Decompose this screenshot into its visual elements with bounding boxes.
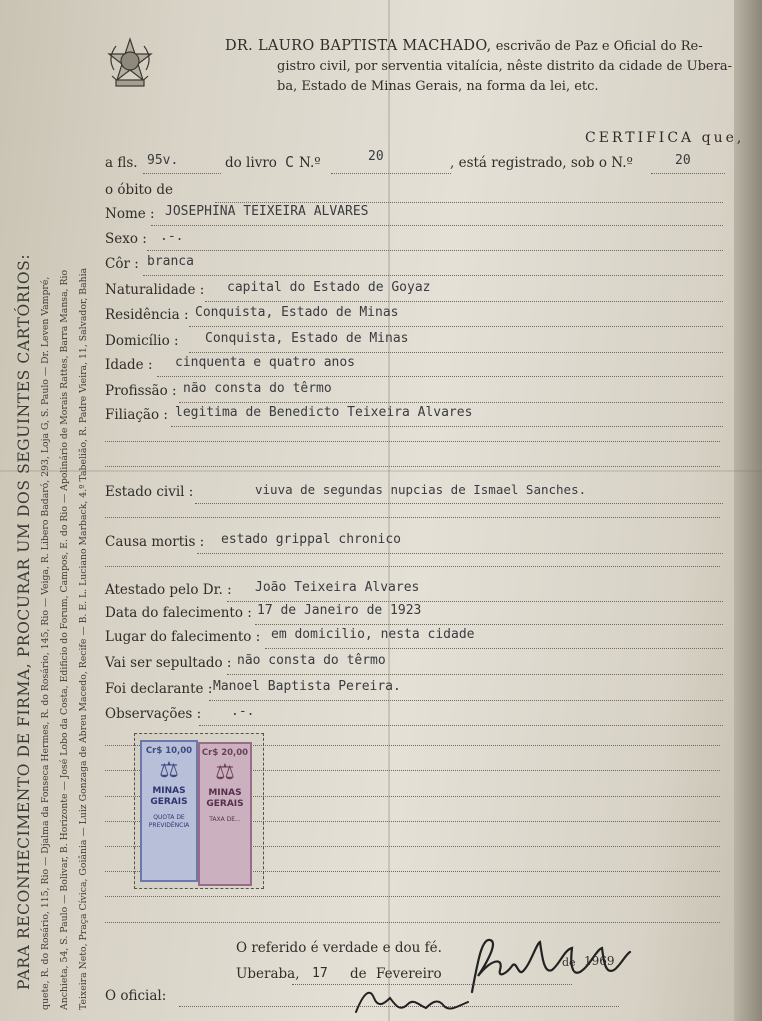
- field-value: cinquenta e quatro anos: [175, 355, 356, 370]
- field-idade: [105, 357, 725, 379]
- registrar-header: [225, 36, 740, 97]
- handwritten-signature: [460, 930, 660, 1000]
- dotted-line: [105, 566, 720, 567]
- dotted-line: [147, 250, 723, 251]
- field-value: João Teixeira Alvares: [255, 580, 420, 595]
- field-domicilio: [105, 333, 725, 355]
- certifica-heading: CERTIFICA que,: [585, 130, 745, 146]
- de-label: de: [350, 966, 367, 982]
- notary-list-line: quete, R. do Rosário, 115, Rio — Djalma da Fonseca Hermes, R. do Rosário, 145, Rio — Veiga, R. Libero Badaró, 293, Loja G, S. Paulo — Dr. Leven Vampré,: [40, 276, 51, 1010]
- dotted-line: [651, 173, 725, 174]
- field-profissao: [105, 383, 725, 405]
- field-value: branca: [147, 254, 194, 269]
- field-value: .-.: [231, 704, 255, 719]
- stamp-caption: TAXA DE...: [209, 816, 241, 823]
- field-nome: [105, 206, 725, 228]
- notary-list-title: PARA RECONHECIMENTO DE FIRMA, PROCURAR UM DOS SEGUINTES CARTÓRIOS:: [15, 253, 33, 990]
- dotted-line: [255, 624, 723, 625]
- field-naturalidade: [105, 282, 725, 304]
- dotted-line: [209, 700, 723, 701]
- scales-icon: ⚖: [215, 760, 235, 785]
- field-label: Naturalidade :: [105, 282, 205, 298]
- obito-label: o óbito de: [105, 182, 173, 198]
- field-label: Foi declarante :: [105, 681, 213, 697]
- field-sexo: [105, 231, 725, 253]
- field-label: Vai ser sepultado :: [105, 655, 232, 671]
- field-label: Profissão :: [105, 383, 177, 399]
- field-label: Nome :: [105, 206, 155, 222]
- afls-label: a fls.: [105, 155, 138, 171]
- field-label: Sexo :: [105, 231, 147, 247]
- city: Uberaba,: [236, 966, 300, 982]
- field-declarante: [105, 681, 725, 703]
- oficial-label: O oficial:: [105, 988, 167, 1004]
- dotted-line: [151, 225, 723, 226]
- field-estado-civil: [105, 484, 725, 506]
- verdade-statement: O referido é verdade e dou fé.: [236, 940, 442, 956]
- field-label: Causa mortis :: [105, 534, 205, 550]
- stamp-state: MINAS GERAIS: [150, 786, 188, 807]
- dotted-line: [105, 896, 720, 897]
- field-value: Conquista, Estado de Minas: [195, 305, 399, 320]
- registrado-value: 20: [675, 153, 691, 168]
- stamp-denomination: Cr$ 10,00: [145, 746, 193, 756]
- stamp-state: MINAS GERAIS: [206, 788, 244, 809]
- dotted-line: [227, 601, 723, 602]
- field-label: Residência :: [105, 307, 189, 323]
- field-label: Lugar do falecimento :: [105, 629, 261, 645]
- field-residencia: [105, 307, 725, 329]
- dotted-line: [143, 275, 723, 276]
- field-filiacao: [105, 407, 725, 429]
- field-atestado: [105, 582, 725, 604]
- left-margin: [0, 0, 112, 1021]
- dotted-line: [189, 326, 723, 327]
- dotted-line: [171, 426, 723, 427]
- field-label: Estado civil :: [105, 484, 194, 500]
- day-value: 17: [312, 966, 328, 981]
- field-label: Domicílio :: [105, 333, 179, 349]
- registrado-label: , está registrado, sob o N.º: [450, 155, 633, 171]
- dotted-line: [205, 301, 723, 302]
- underlying-page-edge: [734, 0, 762, 1021]
- field-value: viuva de segundas nupcias de Ismael Sanches.: [255, 482, 587, 497]
- field-value: em domicilio, nesta cidade: [271, 627, 475, 642]
- fold-crease-vertical: [388, 0, 390, 1021]
- dotted-line: [215, 202, 723, 203]
- dotted-line: [197, 553, 723, 554]
- dotted-line: [105, 441, 720, 442]
- header-line2: gistro civil, por serventia vitalícia, nêste distrito da cidade de Ubera-: [277, 59, 732, 74]
- field-value: 17 de Janeiro de 1923: [257, 603, 422, 618]
- fiscal-stamp-20: [198, 742, 252, 886]
- field-data-falecimento: [105, 605, 725, 627]
- livro-label: do livro: [225, 155, 277, 171]
- registrar-name: DR. LAURO BAPTISTA MACHADO,: [225, 38, 492, 54]
- dotted-line: [157, 376, 723, 377]
- coat-of-arms-emblem: [102, 36, 158, 92]
- field-observacoes: [105, 706, 725, 728]
- livro-value: C: [285, 153, 295, 171]
- numero-value: 20: [368, 149, 384, 164]
- field-value: estado grippal chronico: [221, 532, 402, 547]
- month-value: Fevereiro: [376, 966, 442, 982]
- dotted-line: [199, 725, 723, 726]
- notary-list-line: Teixeira Neto, Praça Cívica, Goiânia — Luiz Gonzaga de Abreu Macedo, Recife — B. E. L. Luciano Marback, 4.º Tabelião, R. Padre Vieira, 11, Salvador, Bahia: [78, 267, 89, 1010]
- stamp-caption: QUOTA DE PREVIDÊNCIA: [148, 814, 190, 829]
- dotted-line: [179, 402, 723, 403]
- dotted-line: [227, 674, 723, 675]
- scales-icon: ⚖: [159, 758, 179, 783]
- dotted-line: [105, 517, 720, 518]
- field-causa-mortis: [105, 534, 725, 556]
- afls-value: 95v.: [147, 153, 179, 168]
- dotted-line: [331, 173, 451, 174]
- obito-line: [105, 182, 725, 204]
- de-label: de: [562, 956, 576, 969]
- dotted-line: [265, 648, 723, 649]
- handwritten-signature-lower: [350, 984, 480, 1020]
- fiscal-stamp-10: [140, 740, 198, 882]
- field-value: não consta do têrmo: [183, 381, 332, 396]
- field-lugar-falecimento: [105, 629, 725, 651]
- stamp-denomination: Cr$ 20,00: [201, 748, 249, 758]
- dotted-line: [143, 173, 221, 174]
- field-sepultado: [105, 655, 725, 677]
- field-label: Observações :: [105, 706, 202, 722]
- field-cor: [105, 256, 725, 278]
- field-value: não consta do têrmo: [237, 653, 386, 668]
- field-label: Côr :: [105, 256, 139, 272]
- field-label: Atestado pelo Dr. :: [105, 582, 232, 598]
- field-value: Manoel Baptista Pereira.: [213, 679, 401, 694]
- field-label: Idade :: [105, 357, 153, 373]
- dotted-line: [105, 922, 720, 923]
- year-value: 1969: [584, 954, 615, 968]
- field-value: legitima de Benedicto Teixeira Alvares: [175, 405, 473, 420]
- field-value: JOSEPHINA TEIXEIRA ALVARES: [165, 204, 369, 219]
- numero-label: N.º: [299, 155, 321, 171]
- header-line1-rest: escrivão de Paz e Oficial do Re-: [491, 39, 703, 54]
- dotted-line: [189, 352, 723, 353]
- field-label: Filiação :: [105, 407, 168, 423]
- field-value: .-.: [160, 229, 184, 244]
- dotted-line: [105, 466, 720, 467]
- header-line3: ba, Estado de Minas Gerais, na forma da lei, etc.: [277, 79, 599, 94]
- dotted-line: [195, 503, 723, 504]
- field-value: Conquista, Estado de Minas: [205, 331, 409, 346]
- registry-line: [105, 149, 725, 177]
- field-value: capital do Estado de Goyaz: [227, 280, 431, 295]
- field-label: Data do falecimento :: [105, 605, 252, 621]
- notary-list-line: Anchieta, 54, S. Paulo — Bolivar, B. Horizonte — José Lobo da Costa, Edificio do Forum, Campos, E. do Rio — Apolinário de Morais Rattes, Barra Mansa, Rio: [59, 269, 70, 1010]
